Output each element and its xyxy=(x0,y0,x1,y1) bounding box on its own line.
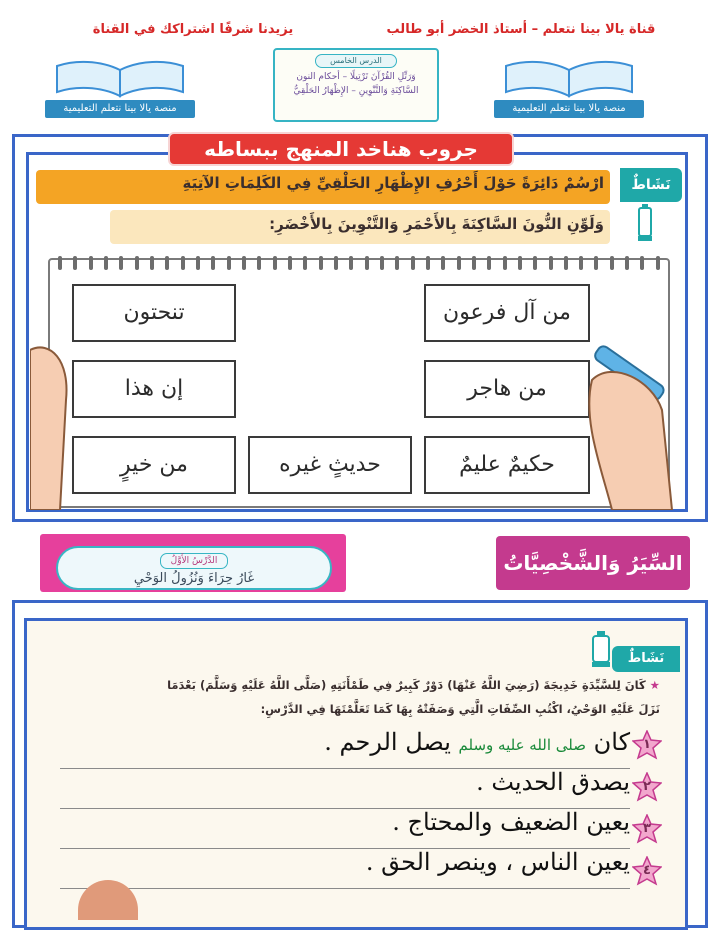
word-box: حكيمٌ عليمٌ xyxy=(424,436,590,494)
channel-title: قناة يالا بينا نتعلم – أستاذ الخضر أبو طالب xyxy=(386,22,656,37)
lesson-tag: الدرس الخامس xyxy=(315,54,397,68)
answer-line-1: كان صلى الله عليه وسلم يصل الرحم . xyxy=(324,728,630,756)
activity-tag: نَشَاطٌ xyxy=(612,646,680,672)
section-title: السِّيَرُ وَالشَّخْصِيَّاتُ xyxy=(496,536,690,590)
word-box: حديثٍ غيره xyxy=(248,436,412,494)
word-box: تنحتون xyxy=(72,284,236,342)
word-box: من خيرٍ xyxy=(72,436,236,494)
group-banner: جروب هناخد المنهج ببساطه xyxy=(168,132,514,166)
question-text: كَانَ لِلسَّيِّدَةِ خَدِيجَةَ (رَضِيَ اللَّهُ عَنْهَا) دَوْرٌ كَبِيرٌ فِي طَمْأَنَتِهِ (صَلَّى اللَّهُ عَلَيْهِ وَسَلَّمَ) بَعْدَمَا xyxy=(167,678,646,692)
hand-with-pencil-icon xyxy=(572,320,682,510)
platform-label: منصة يالا بينا نتعلم التعليمية xyxy=(45,100,195,118)
lesson-card-inner xyxy=(56,546,332,590)
open-book-icon xyxy=(504,58,634,98)
lantern-icon xyxy=(590,630,612,670)
activity-tag: نَشَاطٌ xyxy=(620,168,682,202)
open-book-icon xyxy=(55,58,185,98)
hand-left-icon xyxy=(30,340,70,510)
lesson-title-line2: السَّاكِنَةِ وَالتَّنْوِينِ – الإِظْهَارُ الحَلْقِيُّ xyxy=(293,86,419,96)
question-line-2: وَلَوِّنِ النُّونَ السَّاكِنَةَ بِالأَحْمَرِ وَالتَّنْوِينَ بِالأَخْضَرِ: xyxy=(269,215,604,233)
notebook-spiral xyxy=(52,256,666,270)
platform-logo-left xyxy=(45,52,195,118)
platform-label: منصة يالا بينا نتعلم التعليمية xyxy=(494,100,644,118)
star-icon: ★ xyxy=(645,678,660,692)
answer-number-badge: ٣ xyxy=(632,814,662,844)
answer-number-badge: ١ xyxy=(632,730,662,760)
word-box: من آل فرعون xyxy=(424,284,590,342)
lantern-icon xyxy=(636,202,654,244)
answer-line-3: يعين الضعيف والمحتاج . xyxy=(392,808,630,836)
answer-number-badge: ٤ xyxy=(632,856,662,886)
word-box: من هاجر xyxy=(424,360,590,418)
question-line-1 xyxy=(40,678,660,692)
lesson-card xyxy=(273,48,439,122)
question-line-2: نَزَلَ عَلَيْهِ الوَحْيُ، اكْتُبِ الصِّفَاتِ الَّتِي وَصَفَتْهُ بِهَا كَمَا تَعَلَّمْتَهَا فِي الدَّرْسِ: xyxy=(260,702,660,716)
lesson-title-line1: وَرَتِّلِ القُرْآنَ تَرْتِيلًا – أحكام النون xyxy=(296,72,416,82)
answer-number-badge: ٢ xyxy=(632,772,662,802)
answer-line-4: يعين الناس ، وينصر الحق . xyxy=(365,848,630,876)
platform-logo-right xyxy=(494,52,644,118)
lesson-title: غَارُ حِرَاءَ وَنُزُولُ الوَحْيِ xyxy=(133,571,255,586)
lesson-tag: الدَّرْسُ الأَوَّلُ xyxy=(160,553,229,569)
word-box: إن هذا xyxy=(72,360,236,418)
ruled-line xyxy=(60,888,630,889)
subscribe-note: يزيدنا شرفًا اشتراكك في القناة xyxy=(92,22,294,37)
question-line-1: ارْسُمْ دَائِرَةً حَوْلَ أَحْرُفِ الإِظْهَارِ الحَلْقِيِّ فِي الكَلِمَاتِ الآتِيَةِ xyxy=(182,174,604,192)
answer-line-2: يصدق الحديث . xyxy=(476,768,630,796)
